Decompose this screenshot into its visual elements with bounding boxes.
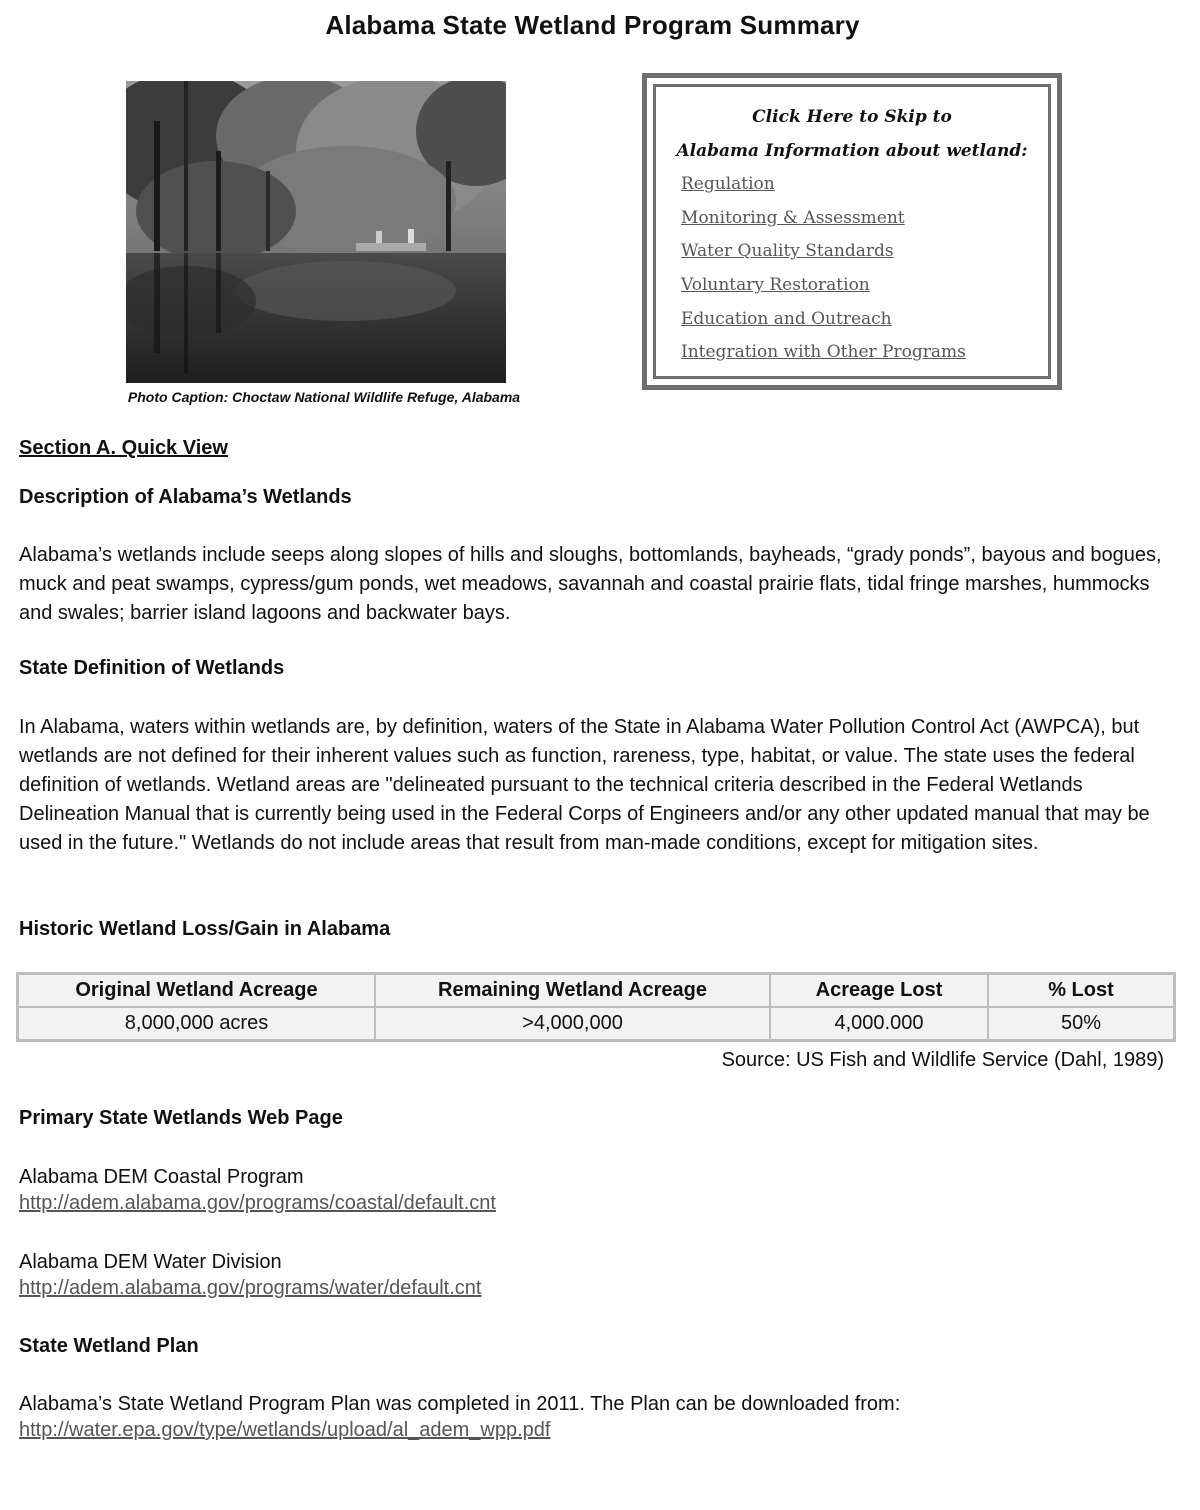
- definition-heading: State Definition of Wetlands: [19, 657, 285, 679]
- table-header-cell: Original Wetland Acreage: [18, 974, 376, 1008]
- table-cell: >4,000,000: [375, 1007, 770, 1041]
- table-header-cell: Acreage Lost: [770, 974, 988, 1008]
- skip-link-water-quality-standards[interactable]: Water Quality Standards: [681, 241, 894, 261]
- photo-caption: Photo Caption: Choctaw National Wildlife Refuge, Alabama: [127, 389, 521, 405]
- description-text: Alabama’s wetlands include seeps along slopes of hills and sloughs, bottomlands, bayheads, “grady ponds”, bayous and bogues, muck and peat swamps, cypress/gum ponds, wet meadows, savannah and coastal prairie flats, tidal fringe marshes, hummocks and swales; barrier island lagoons and backwater bays.: [19, 544, 1162, 624]
- page-title: Alabama State Wetland Program Summary: [325, 10, 860, 40]
- plan-heading: State Wetland Plan: [19, 1335, 199, 1357]
- wetland-photo: [126, 81, 506, 383]
- skip-link-integration-other-programs[interactable]: Integration with Other Programs: [681, 342, 966, 362]
- table-cell: 8,000,000 acres: [18, 1007, 376, 1041]
- skip-heading-line2: Alabama Information about wetland:: [676, 141, 1028, 161]
- table-cell: 50%: [988, 1007, 1175, 1041]
- plan-download-link[interactable]: http://water.epa.gov/type/wetlands/upload/al_adem_wpp.pdf: [19, 1419, 551, 1441]
- table-header-cell: % Lost: [988, 974, 1175, 1008]
- section-a-heading: Section A. Quick View: [19, 437, 228, 459]
- description-heading: Description of Alabama’s Wetlands: [19, 486, 352, 508]
- skip-link-education-outreach[interactable]: Education and Outreach: [681, 309, 892, 329]
- coastal-program-label: Alabama DEM Coastal Program: [19, 1166, 304, 1188]
- water-division-label: Alabama DEM Water Division: [19, 1251, 282, 1273]
- definition-text: In Alabama, waters within wetlands are, by definition, waters of the State in Alabama Water Pollution Control Act (AWPCA), but wetlands are not defined for their inherent values such as function, rareness, type, habitat, or value. The state uses the federal definition of wetlands. Wetland areas are "delineated pursuant to the technical criteria described in the Federal Wetlands Delineation Manual that is currently being used in the Federal Corps of Engineers and/or any other updated manual that may be used in the future." Wetlands do not include areas that result from man-made conditions, except for mitigation sites.: [19, 716, 1150, 854]
- skip-link-regulation[interactable]: Regulation: [681, 174, 775, 194]
- skip-link-monitoring-assessment[interactable]: Monitoring & Assessment: [681, 208, 905, 228]
- water-division-link[interactable]: http://adem.alabama.gov/programs/water/default.cnt: [19, 1277, 482, 1299]
- wetland-loss-table: [16, 972, 1176, 1042]
- skip-link-voluntary-restoration[interactable]: Voluntary Restoration: [681, 275, 870, 295]
- loss-heading: Historic Wetland Loss/Gain in Alabama: [19, 918, 391, 940]
- table-header-cell: Remaining Wetland Acreage: [375, 974, 770, 1008]
- table-header-row: [18, 974, 1175, 1008]
- skip-navigation-box: [642, 73, 1062, 390]
- skip-heading-line1: Click Here to Skip to: [752, 107, 952, 127]
- loss-table-source: Source: US Fish and Wildlife Service (Dahl, 1989): [721, 1049, 1164, 1071]
- skip-box-inner-border: [653, 84, 1051, 379]
- table-cell: 4,000.000: [770, 1007, 988, 1041]
- coastal-program-link[interactable]: http://adem.alabama.gov/programs/coastal/default.cnt: [19, 1192, 496, 1214]
- table-row: [18, 1007, 1175, 1041]
- plan-text: Alabama’s State Wetland Program Plan was completed in 2011. The Plan can be downloaded from:: [19, 1393, 901, 1415]
- web-page-heading: Primary State Wetlands Web Page: [19, 1107, 343, 1129]
